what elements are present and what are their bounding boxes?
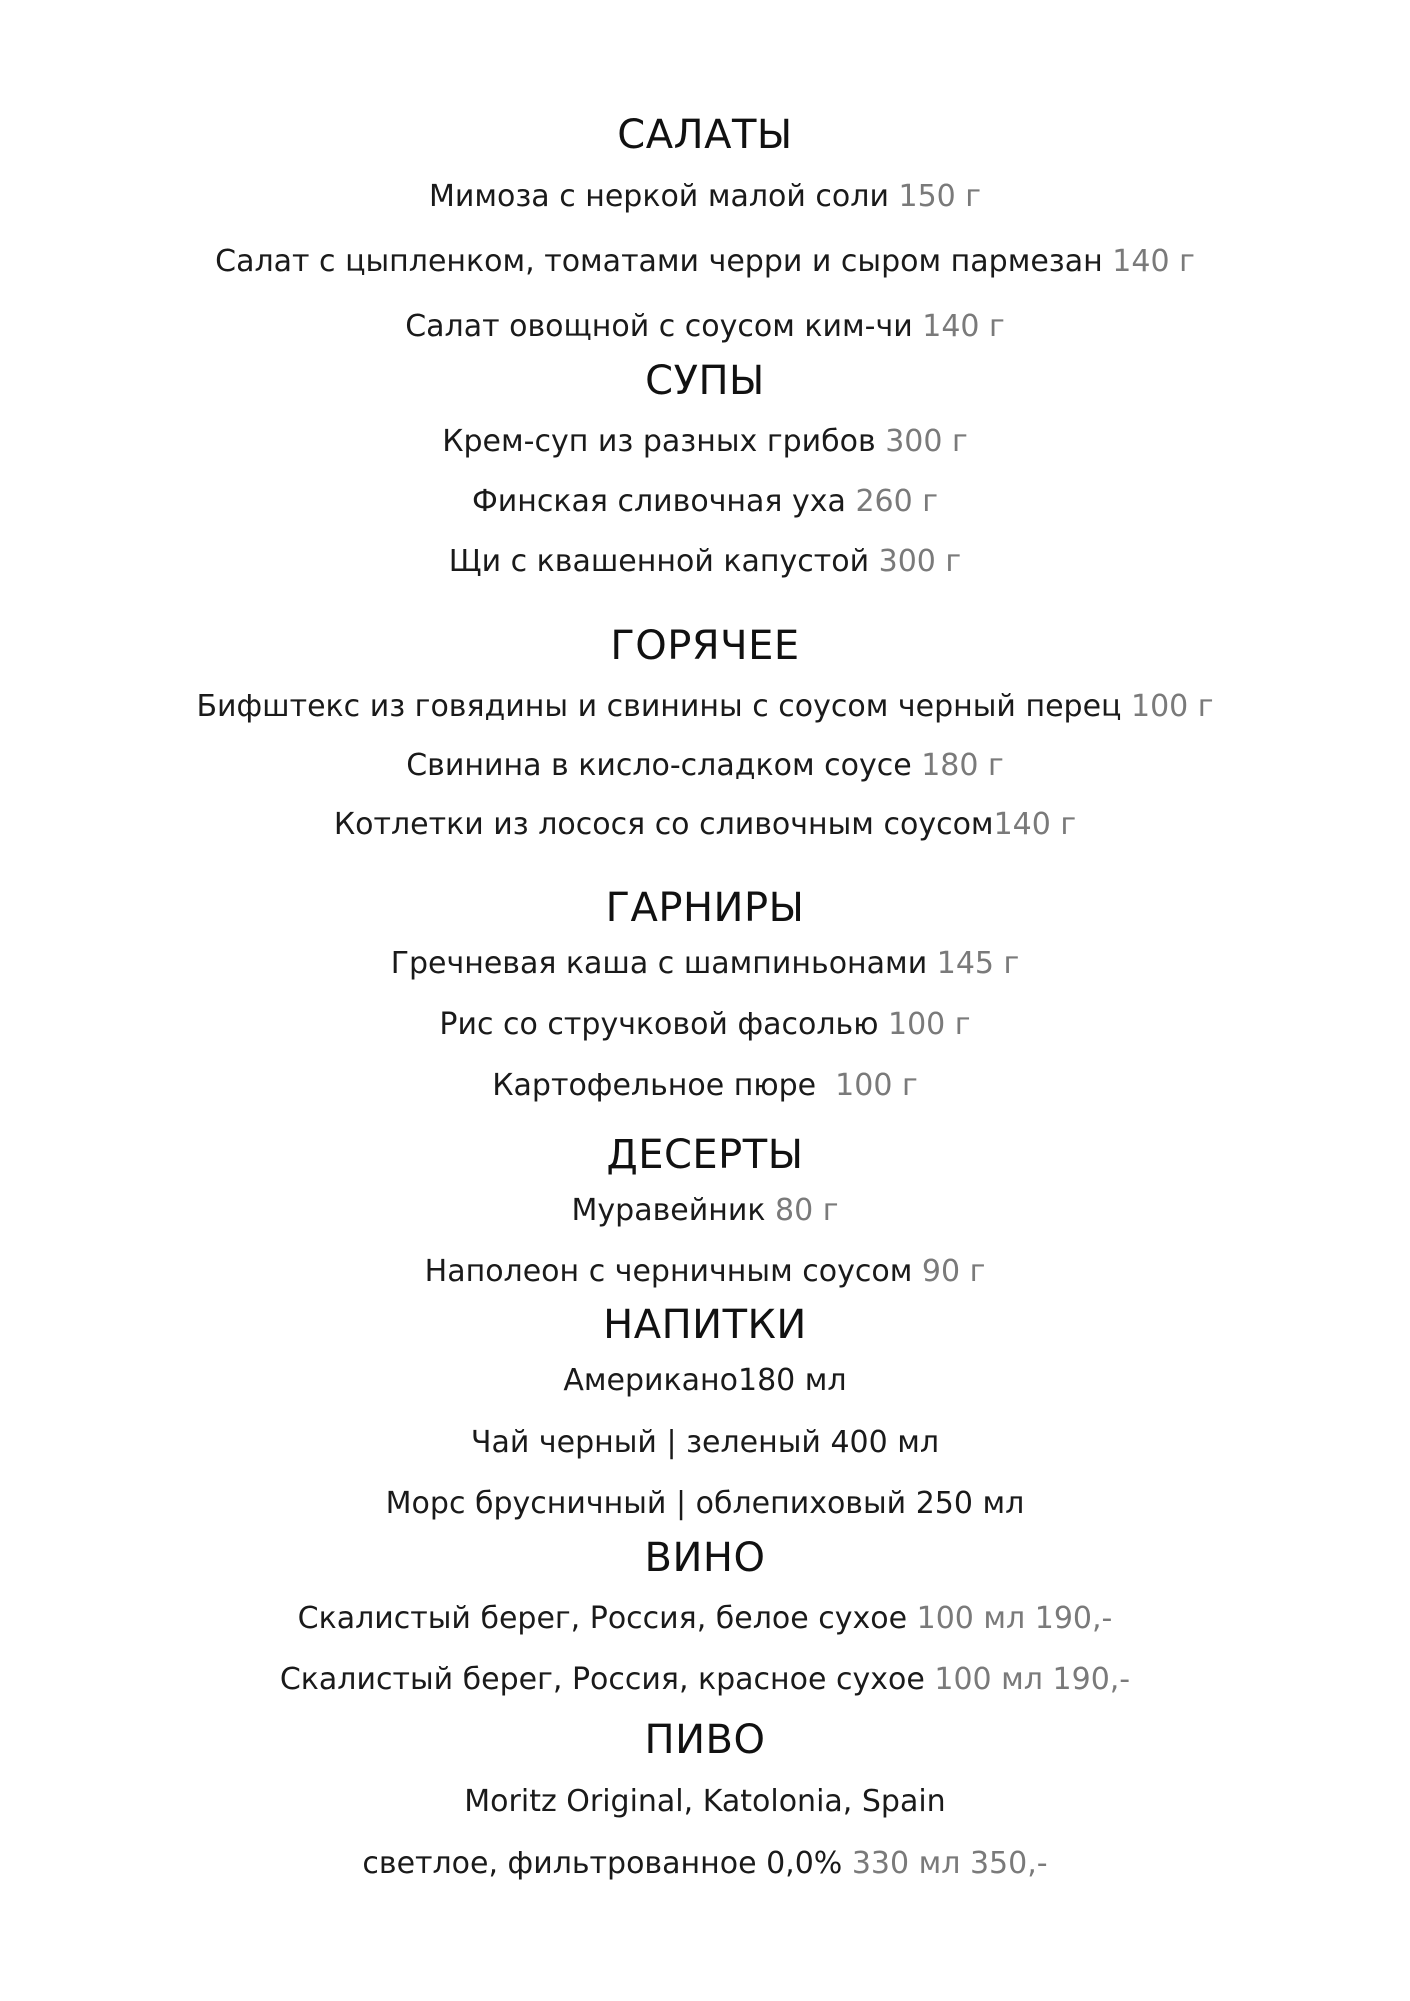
item-name: Скалистый берег, Россия, красное сухое [279,1662,935,1697]
section-title-drinks: НАПИТКИ [603,1302,807,1348]
item-weight: 80 г [774,1193,839,1228]
section-title-soups: СУПЫ [645,358,765,404]
item-name: Щи с квашенной капустой [448,544,879,579]
menu-item [0,1362,1410,1400]
menu-item [0,543,1410,581]
menu-item [0,483,1410,521]
menu-item [0,308,1410,346]
section-title-hot: ГОРЯЧЕЕ [610,623,800,669]
menu-item [0,1067,1410,1105]
item-name: Скалистый берег, Россия, белое сухое [297,1601,917,1636]
item-name: Мимоза с неркой малой соли [428,179,899,214]
item-name: Крем-суп из разных грибов [442,424,886,459]
item-name: Гречневая каша с шампиньонами [390,946,937,981]
item-weight: 150 г [898,179,982,214]
section-title-wine: ВИНО [644,1535,766,1581]
item-weight: 100 г [888,1007,971,1042]
menu-item [0,1661,1410,1699]
item-weight: 140 г [922,309,1005,344]
item-name: Финская сливочная уха [471,484,856,519]
section-title-sides: ГАРНИРЫ [605,885,805,931]
item-name: Наполеон с черничным соусом [424,1254,922,1289]
menu-item [0,945,1410,983]
item-name: Американо180 мл [563,1363,847,1398]
menu-item [0,1192,1410,1230]
item-weight: 260 г [855,484,938,519]
item-weight: 90 г [921,1254,986,1289]
item-name: Рис со стручковой фасолью [439,1007,888,1042]
menu-item [0,1424,1410,1462]
menu-item [0,1006,1410,1044]
item-name: Чай черный | зеленый 400 мл [470,1425,940,1460]
item-name: Бифштекс из говядины и свинины с соусом черный перец [196,689,1131,724]
section-title-desserts: ДЕСЕРТЫ [606,1132,804,1178]
item-weight: 100 г [835,1068,918,1103]
menu-item [0,1485,1410,1523]
menu-item [0,1253,1410,1291]
menu-item [0,1845,1410,1883]
menu-item [0,178,1410,216]
item-name: Салат овощной с соусом ким-чи [405,309,923,344]
menu-item [0,688,1410,726]
item-weight: 100 мл 190,- [934,1662,1131,1697]
item-weight: 100 г [1131,689,1214,724]
menu-item [0,423,1410,461]
item-name: Свинина в кисло-сладком соусе [406,748,922,783]
item-weight: 300 г [885,424,968,459]
item-weight: 140 г [1112,244,1195,279]
section-title-beer: ПИВО [644,1717,766,1763]
item-name: Картофельное пюре [492,1068,836,1103]
item-weight: 145 г [936,946,1020,981]
menu-item [0,1783,1410,1821]
item-weight: 140 г [993,807,1077,842]
menu-item [0,1600,1410,1638]
item-weight: 100 мл 190,- [916,1601,1113,1636]
section-title-salads: САЛАТЫ [617,112,793,158]
menu-item [0,747,1410,785]
item-name: Морс брусничный | облепиховый 250 мл [385,1486,1025,1521]
item-weight: 330 мл 350,- [851,1846,1048,1881]
item-name: Котлетки из лосося со сливочным соусом [333,807,994,842]
item-name: Салат с цыпленком, томатами черри и сыром пармезан [215,244,1113,279]
item-name: Moritz Original, Katolonia, Spain [464,1784,946,1819]
item-weight: 300 г [878,544,962,579]
item-name: Муравейник [571,1193,775,1228]
menu-item [0,243,1410,281]
menu-item [0,806,1410,844]
item-weight: 180 г [921,748,1004,783]
item-name: светлое, фильтрованное 0,0% [362,1846,852,1881]
